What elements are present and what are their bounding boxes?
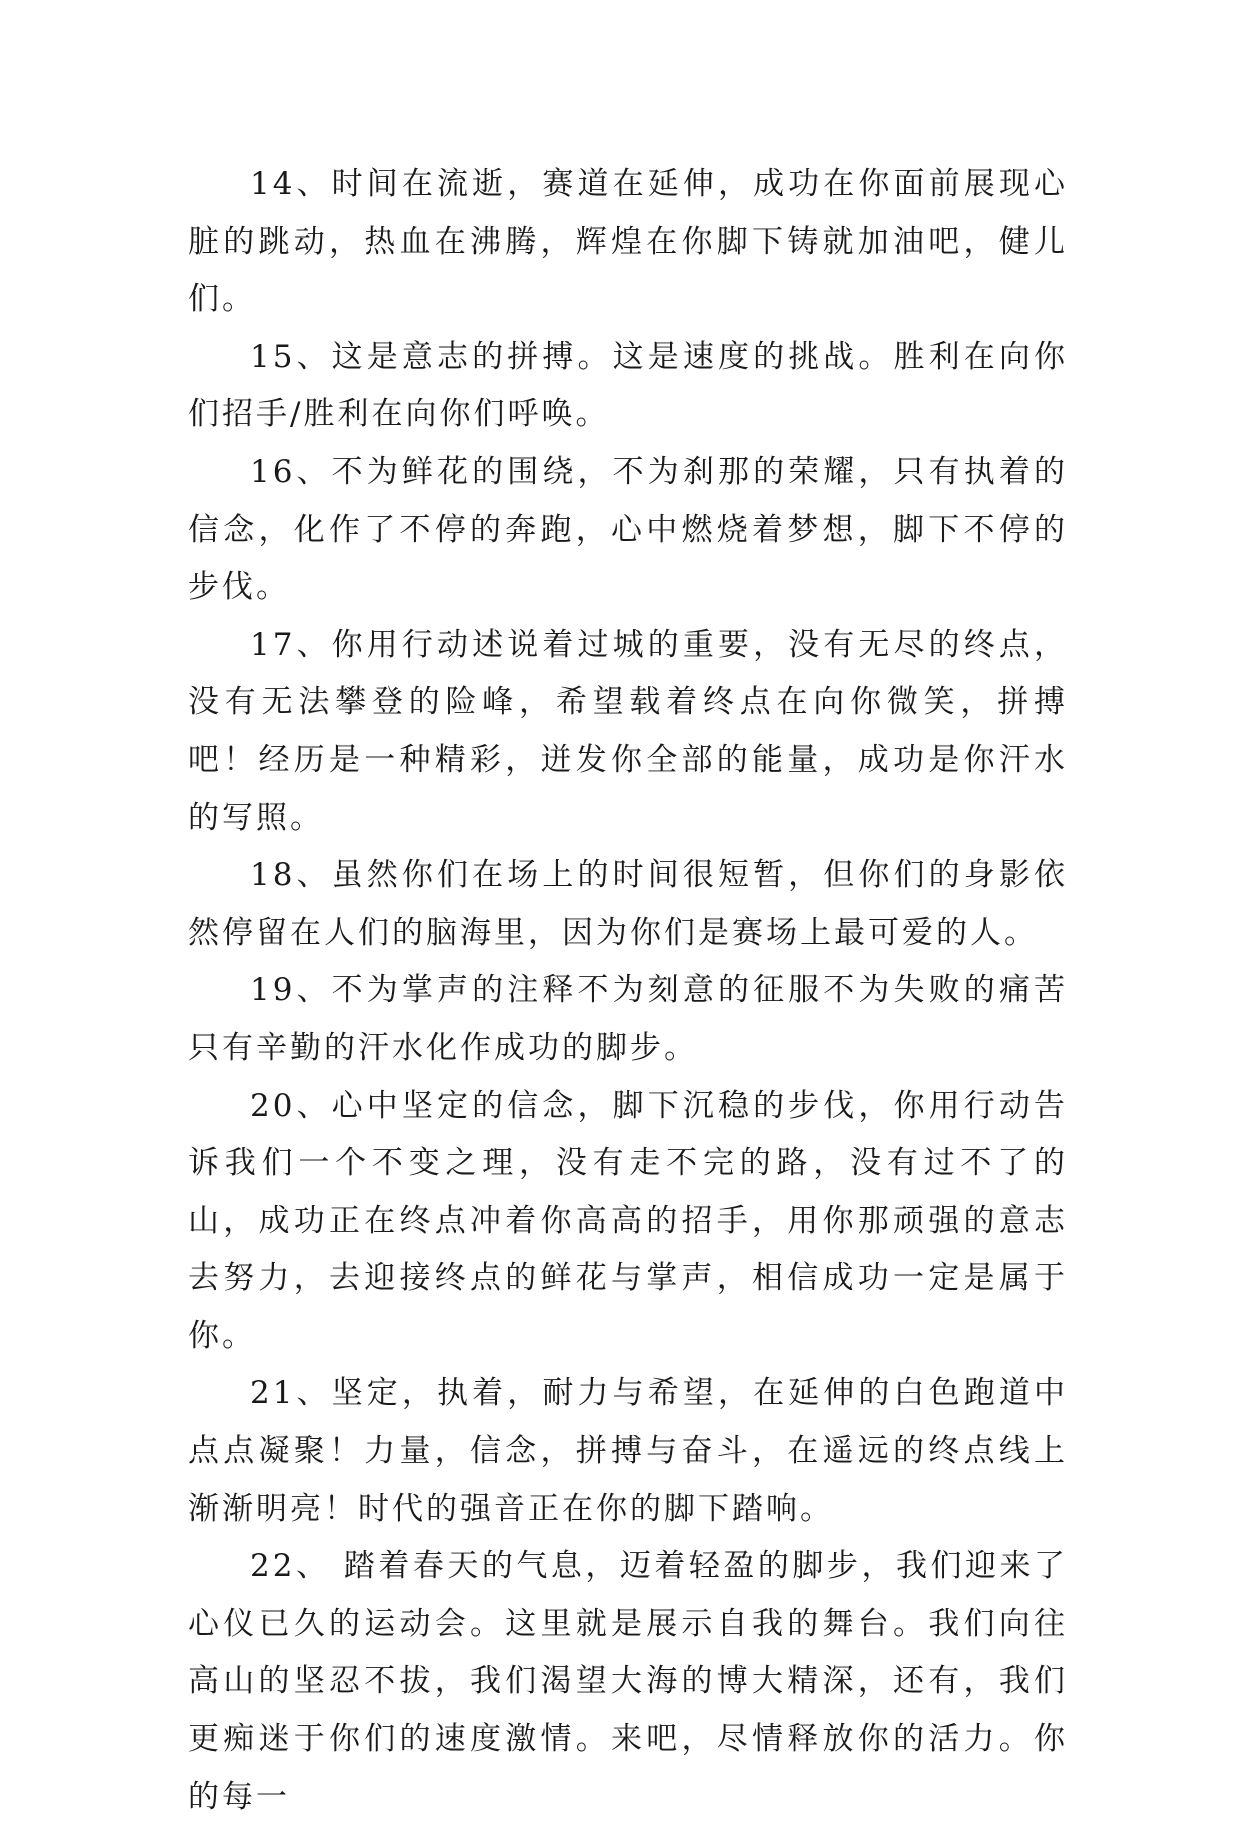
paragraph-21: 21、坚定，执着，耐力与希望，在延伸的白色跑道中点点凝聚！力量，信念，拼搏与奋斗，在遥远的终点线上渐渐明亮！时代的强音正在你的脚下踏响。 <box>188 1375 1068 1527</box>
document-body <box>188 156 1068 1826</box>
paragraph-14: 14、时间在流逝，赛道在延伸，成功在你面前展现心脏的跳动，热血在沸腾，辉煌在你脚下铸就加油吧，健儿们。 <box>188 166 1068 318</box>
paragraph-22: 22、 踏着春天的气息，迈着轻盈的脚步，我们迎来了心仪已久的运动会。这里就是展示自我的舞台。我们向往高山的坚忍不拔，我们渴望大海的博大精深，还有，我们更痴迷于你们的速度激情。来吧，尽情释放你的活力。你的每一 <box>188 1548 1068 1815</box>
paragraph-20: 20、心中坚定的信念，脚下沉稳的步伐，你用行动告诉我们一个不变之理，没有走不完的路，没有过不了的山，成功正在终点冲着你高高的招手，用你那顽强的意志去努力，去迎接终点的鲜花与掌声，相信成功一定是属于你。 <box>188 1087 1068 1354</box>
paragraph-16: 16、不为鲜花的围绕，不为刹那的荣耀，只有执着的信念，化作了不停的奔跑，心中燃烧着梦想，脚下不停的步伐。 <box>188 453 1068 606</box>
paragraph-19: 19、不为掌声的注释不为刻意的征服不为失败的痛苦只有辛勤的汗水化作成功的脚步。 <box>188 972 1068 1066</box>
paragraph-17: 17、你用行动述说着过城的重要，没有无尽的终点，没有无法攀登的险峰，希望载着终点在向你微笑，拼搏吧！经历是一种精彩，迸发你全部的能量，成功是你汗水的写照。 <box>188 626 1068 836</box>
paragraph-15: 15、这是意志的拼搏。这是速度的挑战。胜利在向你们招手/胜利在向你们呼唤。 <box>188 338 1068 433</box>
paragraph-18: 18、虽然你们在场上的时间很短暂，但你们的身影依然停留在人们的脑海里，因为你们是赛场上最可爱的人。 <box>188 857 1068 951</box>
